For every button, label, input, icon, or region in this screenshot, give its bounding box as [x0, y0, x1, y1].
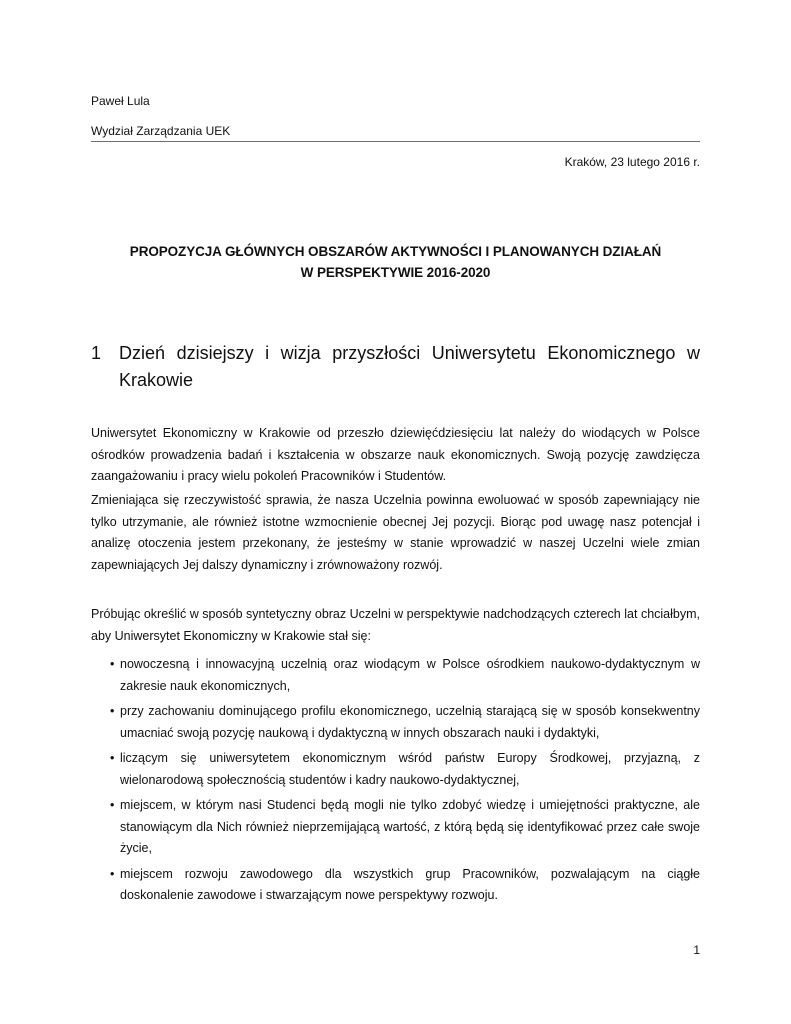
- bullet-icon: •: [110, 657, 115, 671]
- goals-list: [91, 654, 700, 911]
- paragraph-3: Próbując określić w sposób syntetyczny obraz Uczelni w perspektywie nadchodzących czterech lat chciałbym, aby Uniwersytet Ekonomiczny w Krakowie stał się:: [91, 607, 700, 643]
- list-item: [91, 654, 700, 697]
- document-title: [91, 241, 700, 283]
- paragraph-2: Zmieniająca się rzeczywistość sprawia, że nasza Uczelnia powinna ewoluować w sposób zapewniający nie tylko utrzymanie, ale również istotne wzmocnienie obecnej Jej pozycji. Biorąc pod uwagę nasz potencjał i analizę otoczenia jestem przekonany, że jesteśmy w stanie wprowadzić w naszej Uczelni wiele zmian zapewniających Jej dalszy dynamiczny i zrównoważony rozwój.: [91, 493, 700, 572]
- page-number: 1: [693, 943, 700, 957]
- author-name: Paweł Lula: [91, 94, 150, 108]
- section-heading-text: Dzień dzisiejszy i wizja przyszłości Uniwersytetu Ekonomicznego w Krakowie: [119, 343, 700, 390]
- list-item-text: liczącym się uniwersytetem ekonomicznym wśród państw Europy Środkowej, przyjazną, z wielonarodową społecznością studentów i kadry naukowo-dydaktycznej,: [120, 751, 700, 787]
- bullet-icon: •: [110, 798, 115, 812]
- paragraph-1: Uniwersytet Ekonomiczny w Krakowie od przeszło dziewięćdziesięciu lat należy do wiodących w Polsce ośrodków prowadzenia badań i kształcenia w obszarze nauk ekonomicznych. Swoją pozycję zawdzięcza zaangażowaniu i pracy wielu pokoleń Pracowników i Studentów.: [91, 426, 700, 483]
- bullet-icon: •: [110, 704, 115, 718]
- section-number: 1: [91, 343, 102, 363]
- list-item-text: nowoczesną i innowacyjną uczelnią oraz wiodącym w Polsce ośrodkiem naukowo-dydaktycznym w zakresie nauk ekonomicznych,: [120, 657, 700, 693]
- bullet-icon: •: [110, 751, 115, 765]
- list-item: [91, 795, 700, 860]
- header-divider: [91, 141, 700, 142]
- list-item-text: miejscem rozwoju zawodowego dla wszystkich grup Pracowników, pozwalającym na ciągłe doskonalenie zawodowe i stwarzającym nowe perspektywy rozwoju.: [120, 866, 700, 902]
- document-date: Kraków, 23 lutego 2016 r.: [564, 155, 700, 169]
- title-line-2: W PERSPEKTYWIE 2016-2020: [300, 265, 491, 280]
- list-item: [91, 864, 700, 907]
- title-line-1: PROPOZYCJA GŁÓWNYCH OBSZARÓW AKTYWNOŚCI I PLANOWANYCH DZIAŁAŃ: [129, 244, 662, 259]
- list-item: [91, 748, 700, 791]
- faculty-name: Wydział Zarządzania UEK: [91, 124, 231, 138]
- list-item-text: miejscem, w którym nasi Studenci będą mogli nie tylko zdobyć wiedzę i umiejętności praktyczne, ale stanowiącym dla Nich również nieprzemijającą wartość, z którą będą się identyfikować przez całe swoje życie,: [120, 798, 700, 855]
- section-heading: [91, 340, 700, 394]
- bullet-icon: •: [110, 866, 115, 881]
- list-item-text: przy zachowaniu dominującego profilu ekonomicznego, uczelnią starającą się w sposób konsekwentny umacniać swoją pozycję naukową i dydaktyczną w innych obszarach nauki i dydaktyki,: [120, 704, 700, 740]
- list-item: [91, 701, 700, 744]
